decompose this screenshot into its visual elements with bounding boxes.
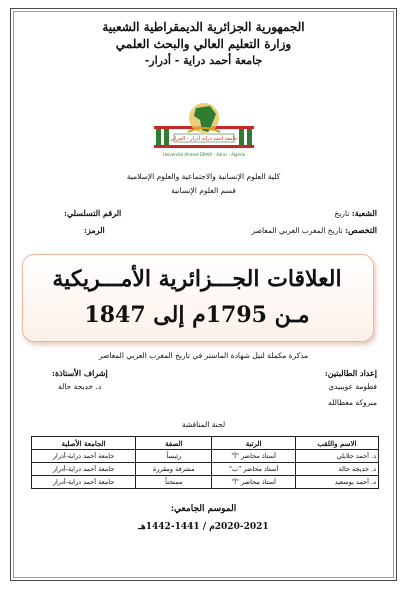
supervisor-name: د. خديجة حالة (58, 382, 102, 391)
member-university: جامعة أحمد دراية-أدرار (32, 463, 136, 476)
memo-statement: مذكرة مكملة لنيل شهادة الماستر في تاريخ المغرب العربي المعاصر (98, 351, 309, 360)
member-role: مشرفة ومقررة (136, 463, 212, 476)
member-university: جامعة أحمد دراية-أدرار (32, 450, 136, 463)
spec-field (251, 225, 377, 235)
committee-table (31, 436, 379, 489)
svg-text:جامعة أحمد دراية أدرار - الجزا: جامعة أحمد دراية أدرار - الجزائر (170, 136, 238, 142)
member-rank: أستاذ محاضر "أ" (212, 450, 295, 463)
member-role: ممتحناً (136, 476, 212, 489)
academic-season-label: الموسم الجامعي: (170, 504, 237, 514)
student-name-2: مبروكة معطالله (328, 398, 377, 407)
serial-label: الرقم التسلسلي: (64, 208, 122, 218)
spec-value: تاريخ المغرب العربي المعاصر (251, 226, 343, 235)
code-label: الرمز: (84, 225, 105, 235)
republic-name: الجمهورية الجزائرية الديمقراطية الشعبية (102, 20, 305, 34)
member-rank: أستاذ محاضر "ب" (212, 463, 295, 476)
branch-field (334, 208, 377, 218)
serial-field (64, 208, 121, 218)
table-row (32, 463, 379, 476)
member-name: د. خديجة حالة (295, 463, 378, 476)
student-name-1: فطومة عويبيدي (328, 382, 377, 391)
ministry-name: وزارة التعليم العالي والبحث العلمي (115, 37, 292, 51)
spec-label: التخصص: (345, 225, 377, 235)
table-header-row (32, 437, 379, 450)
table-row (32, 476, 379, 489)
header-role: الصفة (136, 437, 212, 450)
member-name: د. أحمد بوسعيد (295, 476, 378, 489)
branch-label: الشعبة: (351, 208, 377, 218)
header-rank: الرتبة (212, 437, 295, 450)
member-name: د. أحمد جلايلي (295, 450, 378, 463)
supervisor-label: إشراف الأستاذة: (52, 368, 108, 378)
faculty-name: كلية العلوم الإنسانية والاجتماعية والعلوم الإسلامية (126, 172, 281, 181)
students-label: إعداد الطالبتين: (324, 368, 377, 378)
thesis-title-line2: مـن 1795م إلى 1847 (84, 302, 310, 328)
member-rank: أستاذ محاضر "أ" (212, 476, 295, 489)
branch-value: تاريخ (334, 209, 350, 218)
university-name: جامعة أحمد دراية - أدرار- (144, 54, 263, 67)
svg-text:Université Ahmed DRAIA - Adrar: Université Ahmed DRAIA - Adrar - Algérie (162, 152, 246, 157)
member-university: جامعة أحمد دراية-أدرار (32, 476, 136, 489)
header-name: الاسم واللقب (295, 437, 378, 450)
academic-season-years: 2020-2021م / 1441-1442هـ (138, 522, 269, 532)
table-row (32, 450, 379, 463)
university-logo (150, 96, 258, 164)
code-field (84, 225, 105, 235)
header-university: الجامعة الأصلية (32, 437, 136, 450)
member-role: رئيساً (136, 450, 212, 463)
committee-title: لجنة المناقشة (181, 420, 226, 429)
department-name: قسم العلوم الإنسانية (171, 186, 236, 195)
thesis-title-line1: العلاقات الجـــزائرية الأمـــريكية (52, 266, 342, 292)
